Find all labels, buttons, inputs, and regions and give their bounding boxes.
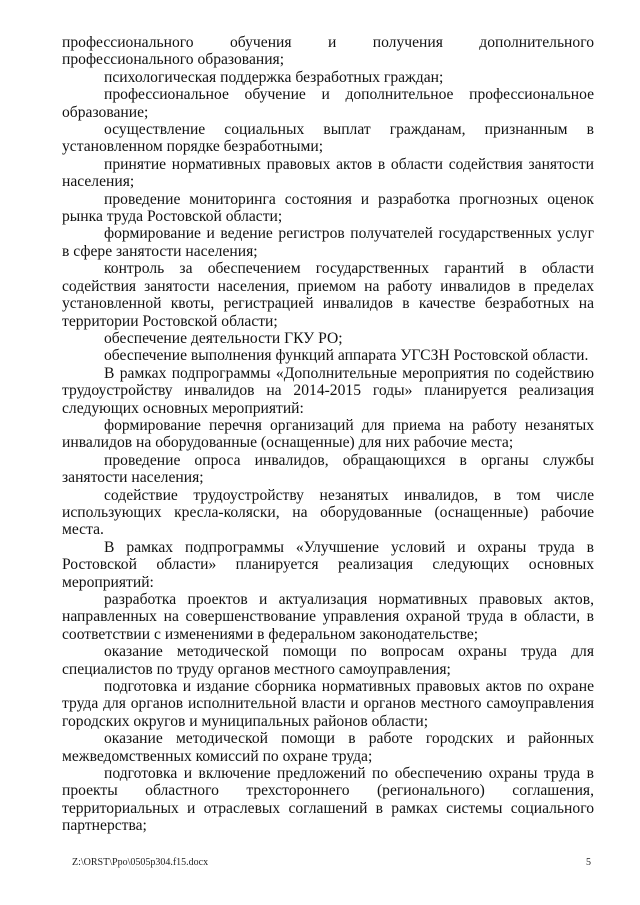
paragraph: формирование перечня организаций для приема на работу незанятых инвалидов на оборудованные (оснащенные) для них рабочие места; (62, 416, 594, 452)
paragraph: психологическая поддержка безработных граждан; (104, 68, 444, 86)
paragraph: профессионального обучения и получения дополнительного профессионального образования; (62, 34, 594, 69)
paragraph: разработка проектов и актуализация нормативных правовых актов, направленных на совершенствование управления охраной труда в области, в соответствии с изменениями в федеральном законодательстве; (62, 591, 594, 643)
paragraph: формирование и ведение регистров получателей государственных услуг в сфере занятости населения; (62, 225, 594, 260)
paragraph: проведение мониторинга состояния и разработка прогнозных оценок рынка труда Ростовской области; (62, 190, 594, 226)
footer-file-path: Z:\ORST\Ppo\0505p304.f15.docx (72, 857, 209, 868)
document-body (62, 34, 594, 835)
paragraph: оказание методической помощи в работе городских и районных межведомственных комиссий по охране труда; (62, 730, 594, 765)
paragraph: обеспечение деятельности ГКУ РО; (104, 329, 343, 347)
paragraph: подготовка и издание сборника нормативных правовых актов по охране труда для органов исполнительной власти и органов местного самоуправления городских округов и муниципальных районов области; (62, 678, 594, 730)
paragraph: содействие трудоустройству незанятых инвалидов, в том числе использующих кресла-коляски, на оборудованные (оснащенные) рабочие места. (62, 486, 594, 539)
paragraph: проведение опроса инвалидов, обращающихся в органы службы занятости населения; (62, 451, 594, 487)
paragraph: В рамках подпрограммы «Улучшение условий и охраны труда в Ростовской области» планируется реализация следующих основных мероприятий: (62, 538, 594, 591)
paragraph: оказание методической помощи по вопросам охраны труда для специалистов по труду органов местного самоуправления; (62, 643, 594, 678)
paragraph: принятие нормативных правовых актов в области содействия занятости населения; (62, 155, 594, 191)
paragraph: профессиональное обучение и дополнительное профессиональное образование; (62, 86, 594, 121)
paragraph: В рамках подпрограммы «Дополнительные мероприятия по содействию трудоустройству инвалидов на 2014-2015 годы» планируется реализация следующих основных мероприятий: (62, 364, 594, 417)
paragraph: подготовка и включение предложений по обеспечению охраны труда в проекты областного трехстороннего (регионального) соглашения, территориальных и отраслевых соглашений в рамках системы социального партнерства; (62, 765, 594, 835)
paragraph: контроль за обеспечением государственных гарантий в области содействия занятости населения, приемом на работу инвалидов в пределах установленной квоты, регистрацией инвалидов в качестве безработных на территории Ростовской области; (62, 260, 594, 330)
page-number: 5 (586, 857, 591, 868)
paragraph: обеспечение выполнения функций аппарата УГСЗН Ростовской области. (104, 347, 589, 365)
paragraph: осуществление социальных выплат гражданам, признанным в установленном порядке безработными; (62, 121, 594, 156)
